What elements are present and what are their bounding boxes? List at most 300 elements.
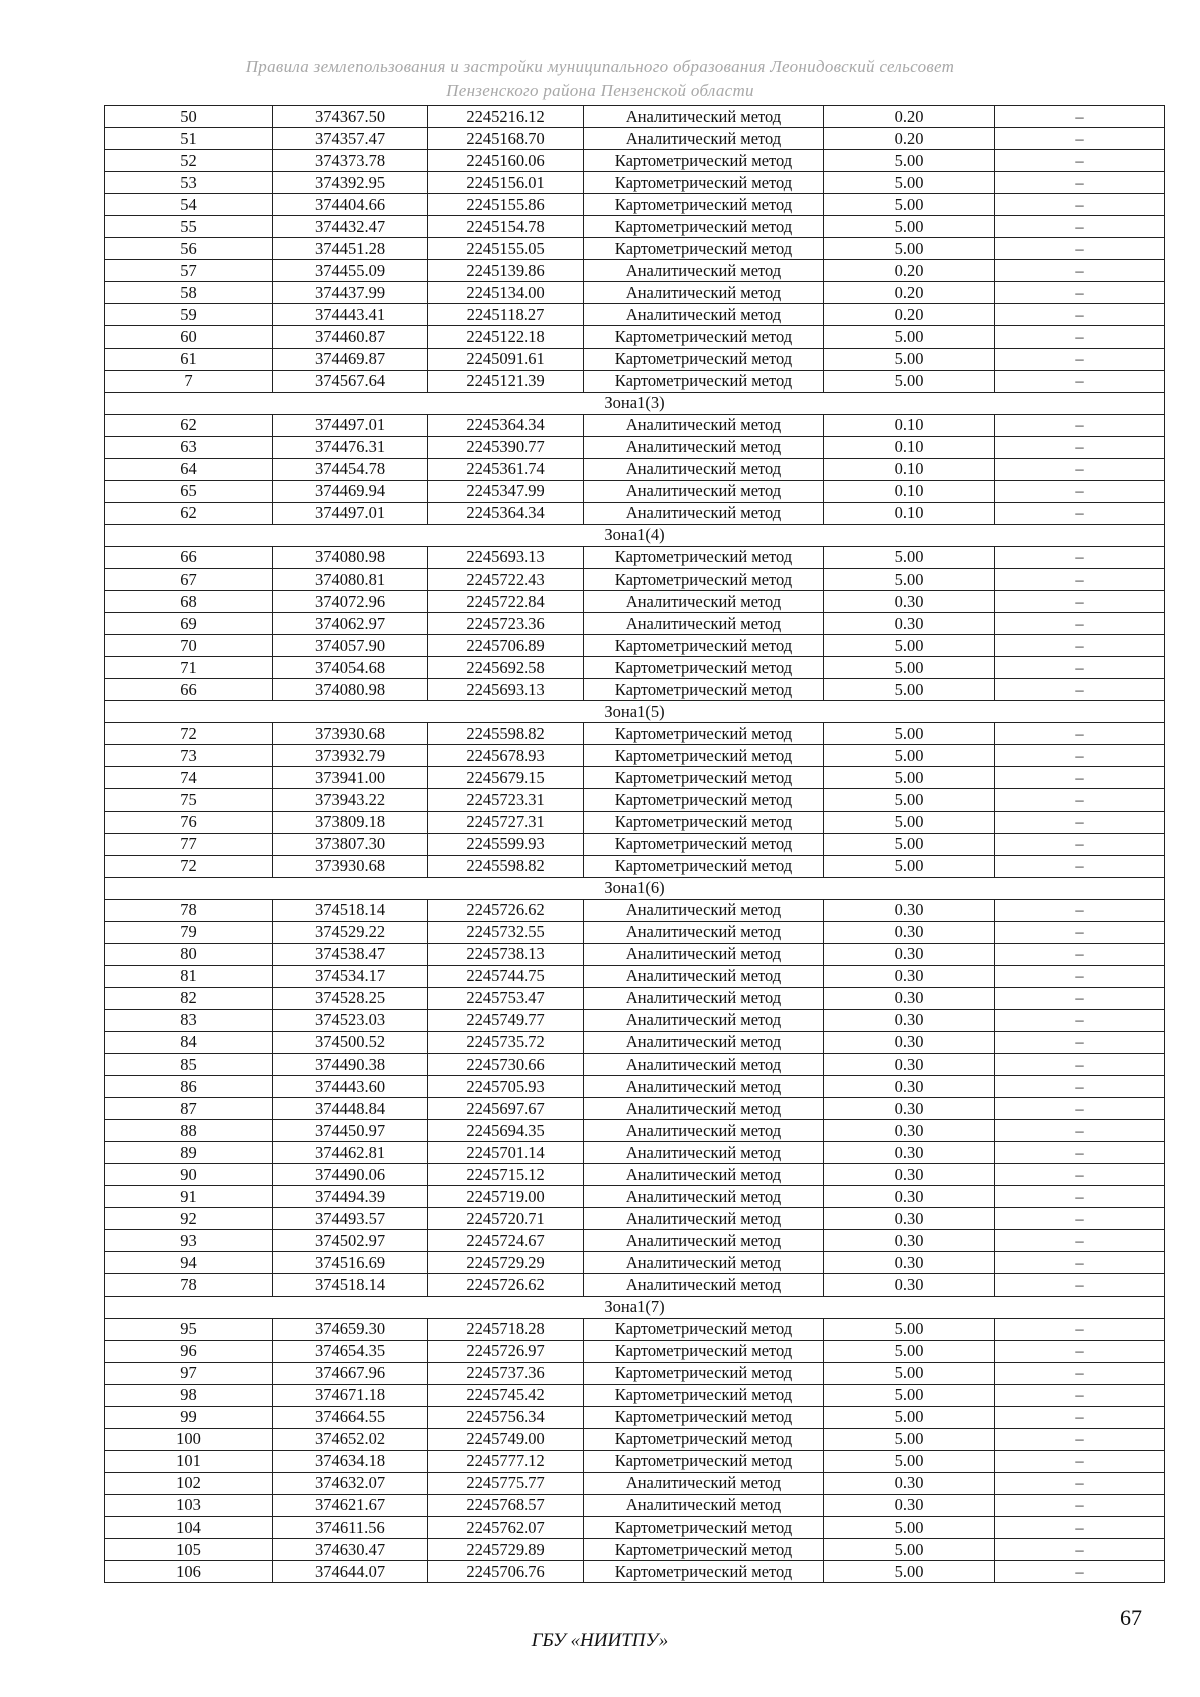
accuracy-cell: 5.00 — [824, 1539, 995, 1561]
x-coordinate-cell: 373932.79 — [273, 745, 428, 767]
note-cell: – — [995, 987, 1165, 1009]
y-coordinate-cell: 2245121.39 — [428, 370, 584, 392]
table-row — [105, 1517, 1165, 1539]
note-cell: – — [995, 1362, 1165, 1384]
method-cell: Аналитический метод — [584, 502, 824, 524]
accuracy-cell: 0.20 — [824, 260, 995, 282]
note-cell: – — [995, 304, 1165, 326]
accuracy-cell: 0.30 — [824, 1208, 995, 1230]
coordinates-table — [104, 105, 1165, 1583]
y-coordinate-cell: 2245364.34 — [428, 502, 584, 524]
x-coordinate-cell: 374469.94 — [273, 480, 428, 502]
x-coordinate-cell: 374462.81 — [273, 1142, 428, 1164]
x-coordinate-cell: 374534.17 — [273, 965, 428, 987]
method-cell: Аналитический метод — [584, 1031, 824, 1053]
table-row — [105, 282, 1165, 304]
method-cell: Картометрический метод — [584, 745, 824, 767]
y-coordinate-cell: 2245738.13 — [428, 943, 584, 965]
note-cell: – — [995, 106, 1165, 128]
point-number-cell: 59 — [105, 304, 273, 326]
method-cell: Аналитический метод — [584, 899, 824, 921]
method-cell: Картометрический метод — [584, 150, 824, 172]
point-number-cell: 78 — [105, 899, 273, 921]
point-number-cell: 92 — [105, 1208, 273, 1230]
accuracy-cell: 0.30 — [824, 1031, 995, 1053]
y-coordinate-cell: 2245705.93 — [428, 1076, 584, 1098]
table-row — [105, 1340, 1165, 1362]
point-number-cell: 96 — [105, 1340, 273, 1362]
point-number-cell: 66 — [105, 546, 273, 568]
note-cell: – — [995, 260, 1165, 282]
method-cell: Картометрический метод — [584, 1517, 824, 1539]
point-number-cell: 82 — [105, 987, 273, 1009]
point-number-cell: 100 — [105, 1428, 273, 1450]
page-number: 67 — [1120, 1605, 1142, 1630]
x-coordinate-cell: 374448.84 — [273, 1098, 428, 1120]
method-cell: Аналитический метод — [584, 1164, 824, 1186]
table-row — [105, 789, 1165, 811]
note-cell: – — [995, 921, 1165, 943]
y-coordinate-cell: 2245735.72 — [428, 1031, 584, 1053]
table-row — [105, 1362, 1165, 1384]
x-coordinate-cell: 373809.18 — [273, 811, 428, 833]
x-coordinate-cell: 373807.30 — [273, 833, 428, 855]
table-row — [105, 436, 1165, 458]
y-coordinate-cell: 2245715.12 — [428, 1164, 584, 1186]
method-cell: Аналитический метод — [584, 480, 824, 502]
accuracy-cell: 5.00 — [824, 238, 995, 260]
point-number-cell: 64 — [105, 458, 273, 480]
point-number-cell: 75 — [105, 789, 273, 811]
accuracy-cell: 0.30 — [824, 1164, 995, 1186]
x-coordinate-cell: 374392.95 — [273, 172, 428, 194]
accuracy-cell: 5.00 — [824, 1450, 995, 1472]
table-row — [105, 1318, 1165, 1340]
point-number-cell: 94 — [105, 1252, 273, 1274]
method-cell: Аналитический метод — [584, 1208, 824, 1230]
accuracy-cell: 5.00 — [824, 855, 995, 877]
accuracy-cell: 0.20 — [824, 128, 995, 150]
table-row — [105, 657, 1165, 679]
table-row — [105, 348, 1165, 370]
note-cell: – — [995, 238, 1165, 260]
accuracy-cell: 5.00 — [824, 745, 995, 767]
x-coordinate-cell: 374493.57 — [273, 1208, 428, 1230]
point-number-cell: 91 — [105, 1186, 273, 1208]
table-row — [105, 106, 1165, 128]
x-coordinate-cell: 374659.30 — [273, 1318, 428, 1340]
zone-label: Зона1(4) — [105, 524, 1165, 546]
method-cell: Картометрический метод — [584, 635, 824, 657]
point-number-cell: 105 — [105, 1539, 273, 1561]
zone-label: Зона1(7) — [105, 1296, 1165, 1318]
x-coordinate-cell: 373930.68 — [273, 723, 428, 745]
x-coordinate-cell: 373941.00 — [273, 767, 428, 789]
x-coordinate-cell: 374502.97 — [273, 1230, 428, 1252]
point-number-cell: 63 — [105, 436, 273, 458]
note-cell: – — [995, 282, 1165, 304]
point-number-cell: 73 — [105, 745, 273, 767]
point-number-cell: 72 — [105, 723, 273, 745]
method-cell: Аналитический метод — [584, 260, 824, 282]
x-coordinate-cell: 374632.07 — [273, 1472, 428, 1494]
note-cell: – — [995, 414, 1165, 436]
zone-label: Зона1(3) — [105, 392, 1165, 414]
y-coordinate-cell: 2245706.76 — [428, 1561, 584, 1583]
table-row — [105, 1230, 1165, 1252]
note-cell: – — [995, 1186, 1165, 1208]
y-coordinate-cell: 2245122.18 — [428, 326, 584, 348]
coordinates-table-body — [105, 106, 1165, 1583]
method-cell: Картометрический метод — [584, 216, 824, 238]
point-number-cell: 62 — [105, 502, 273, 524]
note-cell: – — [995, 546, 1165, 568]
y-coordinate-cell: 2245139.86 — [428, 260, 584, 282]
accuracy-cell: 0.30 — [824, 899, 995, 921]
document-header — [150, 55, 1050, 103]
point-number-cell: 57 — [105, 260, 273, 282]
zone-header-row — [105, 392, 1165, 414]
y-coordinate-cell: 2245216.12 — [428, 106, 584, 128]
accuracy-cell: 0.30 — [824, 1009, 995, 1031]
accuracy-cell: 5.00 — [824, 194, 995, 216]
note-cell: – — [995, 502, 1165, 524]
y-coordinate-cell: 2245726.97 — [428, 1340, 584, 1362]
y-coordinate-cell: 2245726.62 — [428, 1274, 584, 1296]
point-number-cell: 68 — [105, 591, 273, 613]
x-coordinate-cell: 374664.55 — [273, 1406, 428, 1428]
x-coordinate-cell: 374072.96 — [273, 591, 428, 613]
accuracy-cell: 0.30 — [824, 1252, 995, 1274]
table-row — [105, 921, 1165, 943]
x-coordinate-cell: 374497.01 — [273, 502, 428, 524]
accuracy-cell: 0.20 — [824, 282, 995, 304]
y-coordinate-cell: 2245701.14 — [428, 1142, 584, 1164]
table-row — [105, 1031, 1165, 1053]
accuracy-cell: 0.10 — [824, 436, 995, 458]
point-number-cell: 69 — [105, 613, 273, 635]
point-number-cell: 86 — [105, 1076, 273, 1098]
accuracy-cell: 0.30 — [824, 1054, 995, 1076]
x-coordinate-cell: 374437.99 — [273, 282, 428, 304]
point-number-cell: 78 — [105, 1274, 273, 1296]
table-row — [105, 899, 1165, 921]
zone-header-row — [105, 1296, 1165, 1318]
note-cell: – — [995, 1120, 1165, 1142]
x-coordinate-cell: 374652.02 — [273, 1428, 428, 1450]
x-coordinate-cell: 374567.64 — [273, 370, 428, 392]
point-number-cell: 85 — [105, 1054, 273, 1076]
accuracy-cell: 5.00 — [824, 767, 995, 789]
y-coordinate-cell: 2245722.84 — [428, 591, 584, 613]
y-coordinate-cell: 2245118.27 — [428, 304, 584, 326]
x-coordinate-cell: 374611.56 — [273, 1517, 428, 1539]
table-row — [105, 194, 1165, 216]
method-cell: Аналитический метод — [584, 1472, 824, 1494]
note-cell: – — [995, 635, 1165, 657]
point-number-cell: 58 — [105, 282, 273, 304]
table-row — [105, 1274, 1165, 1296]
method-cell: Картометрический метод — [584, 767, 824, 789]
accuracy-cell: 5.00 — [824, 1384, 995, 1406]
table-row — [105, 1384, 1165, 1406]
y-coordinate-cell: 2245749.77 — [428, 1009, 584, 1031]
x-coordinate-cell: 374671.18 — [273, 1384, 428, 1406]
note-cell: – — [995, 1472, 1165, 1494]
accuracy-cell: 5.00 — [824, 370, 995, 392]
accuracy-cell: 5.00 — [824, 546, 995, 568]
method-cell: Картометрический метод — [584, 348, 824, 370]
method-cell: Картометрический метод — [584, 1450, 824, 1472]
method-cell: Аналитический метод — [584, 1274, 824, 1296]
x-coordinate-cell: 374490.06 — [273, 1164, 428, 1186]
footer-organization: ГБУ «НИИТПУ» — [531, 1630, 669, 1651]
accuracy-cell: 5.00 — [824, 1561, 995, 1583]
y-coordinate-cell: 2245598.82 — [428, 855, 584, 877]
accuracy-cell: 5.00 — [824, 1340, 995, 1362]
table-row — [105, 216, 1165, 238]
accuracy-cell: 0.20 — [824, 304, 995, 326]
method-cell: Аналитический метод — [584, 1494, 824, 1516]
y-coordinate-cell: 2245156.01 — [428, 172, 584, 194]
note-cell: – — [995, 568, 1165, 590]
table-row — [105, 1561, 1165, 1583]
x-coordinate-cell: 374080.81 — [273, 568, 428, 590]
zone-label: Зона1(5) — [105, 701, 1165, 723]
point-number-cell: 79 — [105, 921, 273, 943]
point-number-cell: 60 — [105, 326, 273, 348]
y-coordinate-cell: 2245724.67 — [428, 1230, 584, 1252]
y-coordinate-cell: 2245775.77 — [428, 1472, 584, 1494]
method-cell: Картометрический метод — [584, 679, 824, 701]
header-line-2: Пензенского района Пензенской области — [446, 81, 754, 100]
note-cell: – — [995, 1428, 1165, 1450]
table-row — [105, 1472, 1165, 1494]
method-cell: Аналитический метод — [584, 128, 824, 150]
method-cell: Аналитический метод — [584, 591, 824, 613]
x-coordinate-cell: 374443.41 — [273, 304, 428, 326]
accuracy-cell: 0.30 — [824, 613, 995, 635]
accuracy-cell: 5.00 — [824, 1318, 995, 1340]
point-number-cell: 65 — [105, 480, 273, 502]
table-row — [105, 591, 1165, 613]
point-number-cell: 50 — [105, 106, 273, 128]
note-cell: – — [995, 1406, 1165, 1428]
note-cell: – — [995, 965, 1165, 987]
accuracy-cell: 0.30 — [824, 943, 995, 965]
accuracy-cell: 5.00 — [824, 1517, 995, 1539]
table-row — [105, 745, 1165, 767]
accuracy-cell: 5.00 — [824, 789, 995, 811]
zone-label: Зона1(6) — [105, 877, 1165, 899]
note-cell: – — [995, 326, 1165, 348]
x-coordinate-cell: 374373.78 — [273, 150, 428, 172]
point-number-cell: 53 — [105, 172, 273, 194]
x-coordinate-cell: 374654.35 — [273, 1340, 428, 1362]
y-coordinate-cell: 2245732.55 — [428, 921, 584, 943]
accuracy-cell: 5.00 — [824, 216, 995, 238]
method-cell: Картометрический метод — [584, 370, 824, 392]
table-row — [105, 238, 1165, 260]
point-number-cell: 51 — [105, 128, 273, 150]
method-cell: Аналитический метод — [584, 965, 824, 987]
x-coordinate-cell: 374054.68 — [273, 657, 428, 679]
note-cell: – — [995, 1164, 1165, 1186]
note-cell: – — [995, 216, 1165, 238]
method-cell: Картометрический метод — [584, 657, 824, 679]
point-number-cell: 104 — [105, 1517, 273, 1539]
y-coordinate-cell: 2245155.05 — [428, 238, 584, 260]
note-cell: – — [995, 150, 1165, 172]
x-coordinate-cell: 374460.87 — [273, 326, 428, 348]
note-cell: – — [995, 480, 1165, 502]
x-coordinate-cell: 374080.98 — [273, 679, 428, 701]
point-number-cell: 103 — [105, 1494, 273, 1516]
method-cell: Аналитический метод — [584, 1076, 824, 1098]
table-row — [105, 723, 1165, 745]
method-cell: Картометрический метод — [584, 1406, 824, 1428]
y-coordinate-cell: 2245697.67 — [428, 1098, 584, 1120]
point-number-cell: 74 — [105, 767, 273, 789]
accuracy-cell: 0.20 — [824, 106, 995, 128]
note-cell: – — [995, 745, 1165, 767]
note-cell: – — [995, 1098, 1165, 1120]
table-row — [105, 1428, 1165, 1450]
y-coordinate-cell: 2245727.31 — [428, 811, 584, 833]
accuracy-cell: 5.00 — [824, 1362, 995, 1384]
y-coordinate-cell: 2245693.13 — [428, 679, 584, 701]
method-cell: Картометрический метод — [584, 811, 824, 833]
note-cell: – — [995, 1450, 1165, 1472]
method-cell: Аналитический метод — [584, 304, 824, 326]
accuracy-cell: 5.00 — [824, 1406, 995, 1428]
y-coordinate-cell: 2245361.74 — [428, 458, 584, 480]
x-coordinate-cell: 374529.22 — [273, 921, 428, 943]
table-row — [105, 679, 1165, 701]
point-number-cell: 101 — [105, 1450, 273, 1472]
method-cell: Картометрический метод — [584, 194, 824, 216]
y-coordinate-cell: 2245719.00 — [428, 1186, 584, 1208]
accuracy-cell: 5.00 — [824, 1428, 995, 1450]
note-cell: – — [995, 194, 1165, 216]
note-cell: – — [995, 899, 1165, 921]
method-cell: Аналитический метод — [584, 458, 824, 480]
table-row — [105, 1120, 1165, 1142]
point-number-cell: 97 — [105, 1362, 273, 1384]
accuracy-cell: 0.30 — [824, 1186, 995, 1208]
table-row — [105, 1186, 1165, 1208]
point-number-cell: 67 — [105, 568, 273, 590]
method-cell: Картометрический метод — [584, 1318, 824, 1340]
method-cell: Картометрический метод — [584, 1384, 824, 1406]
accuracy-cell: 5.00 — [824, 348, 995, 370]
table-row — [105, 1494, 1165, 1516]
table-row — [105, 414, 1165, 436]
table-row — [105, 172, 1165, 194]
y-coordinate-cell: 2245777.12 — [428, 1450, 584, 1472]
note-cell: – — [995, 458, 1165, 480]
method-cell: Картометрический метод — [584, 1362, 824, 1384]
method-cell: Аналитический метод — [584, 282, 824, 304]
note-cell: – — [995, 436, 1165, 458]
y-coordinate-cell: 2245726.62 — [428, 899, 584, 921]
x-coordinate-cell: 374528.25 — [273, 987, 428, 1009]
y-coordinate-cell: 2245737.36 — [428, 1362, 584, 1384]
table-row — [105, 1164, 1165, 1186]
point-number-cell: 87 — [105, 1098, 273, 1120]
y-coordinate-cell: 2245390.77 — [428, 436, 584, 458]
note-cell: – — [995, 1539, 1165, 1561]
x-coordinate-cell: 374469.87 — [273, 348, 428, 370]
y-coordinate-cell: 2245598.82 — [428, 723, 584, 745]
accuracy-cell: 0.30 — [824, 1274, 995, 1296]
x-coordinate-cell: 374523.03 — [273, 1009, 428, 1031]
x-coordinate-cell: 373930.68 — [273, 855, 428, 877]
table-row — [105, 458, 1165, 480]
method-cell: Картометрический метод — [584, 568, 824, 590]
zone-header-row — [105, 877, 1165, 899]
y-coordinate-cell: 2245134.00 — [428, 282, 584, 304]
method-cell: Аналитический метод — [584, 414, 824, 436]
x-coordinate-cell: 374516.69 — [273, 1252, 428, 1274]
table-row — [105, 613, 1165, 635]
accuracy-cell: 5.00 — [824, 679, 995, 701]
note-cell: – — [995, 591, 1165, 613]
note-cell: – — [995, 1561, 1165, 1583]
point-number-cell: 88 — [105, 1120, 273, 1142]
note-cell: – — [995, 1142, 1165, 1164]
method-cell: Аналитический метод — [584, 987, 824, 1009]
y-coordinate-cell: 2245753.47 — [428, 987, 584, 1009]
x-coordinate-cell: 374454.78 — [273, 458, 428, 480]
x-coordinate-cell: 374432.47 — [273, 216, 428, 238]
x-coordinate-cell: 374500.52 — [273, 1031, 428, 1053]
note-cell: – — [995, 1384, 1165, 1406]
table-row — [105, 1142, 1165, 1164]
accuracy-cell: 0.10 — [824, 480, 995, 502]
table-row — [105, 811, 1165, 833]
table-row — [105, 1009, 1165, 1031]
point-number-cell: 55 — [105, 216, 273, 238]
y-coordinate-cell: 2245730.66 — [428, 1054, 584, 1076]
header-line-1: Правила землепользования и застройки муниципального образования Леонидовский сельсовет — [245, 57, 955, 76]
point-number-cell: 89 — [105, 1142, 273, 1164]
table-row — [105, 546, 1165, 568]
point-number-cell: 72 — [105, 855, 273, 877]
note-cell: – — [995, 348, 1165, 370]
method-cell: Аналитический метод — [584, 613, 824, 635]
point-number-cell: 54 — [105, 194, 273, 216]
point-number-cell: 7 — [105, 370, 273, 392]
point-number-cell: 90 — [105, 1164, 273, 1186]
table-row — [105, 767, 1165, 789]
accuracy-cell: 0.30 — [824, 1142, 995, 1164]
method-cell: Картометрический метод — [584, 1561, 824, 1583]
table-row — [105, 150, 1165, 172]
note-cell: – — [995, 172, 1165, 194]
y-coordinate-cell: 2245723.36 — [428, 613, 584, 635]
table-row — [105, 568, 1165, 590]
table-row — [105, 1054, 1165, 1076]
y-coordinate-cell: 2245091.61 — [428, 348, 584, 370]
y-coordinate-cell: 2245722.43 — [428, 568, 584, 590]
x-coordinate-cell: 374497.01 — [273, 414, 428, 436]
x-coordinate-cell: 374450.97 — [273, 1120, 428, 1142]
note-cell: – — [995, 943, 1165, 965]
method-cell: Картометрический метод — [584, 723, 824, 745]
note-cell: – — [995, 789, 1165, 811]
y-coordinate-cell: 2245678.93 — [428, 745, 584, 767]
